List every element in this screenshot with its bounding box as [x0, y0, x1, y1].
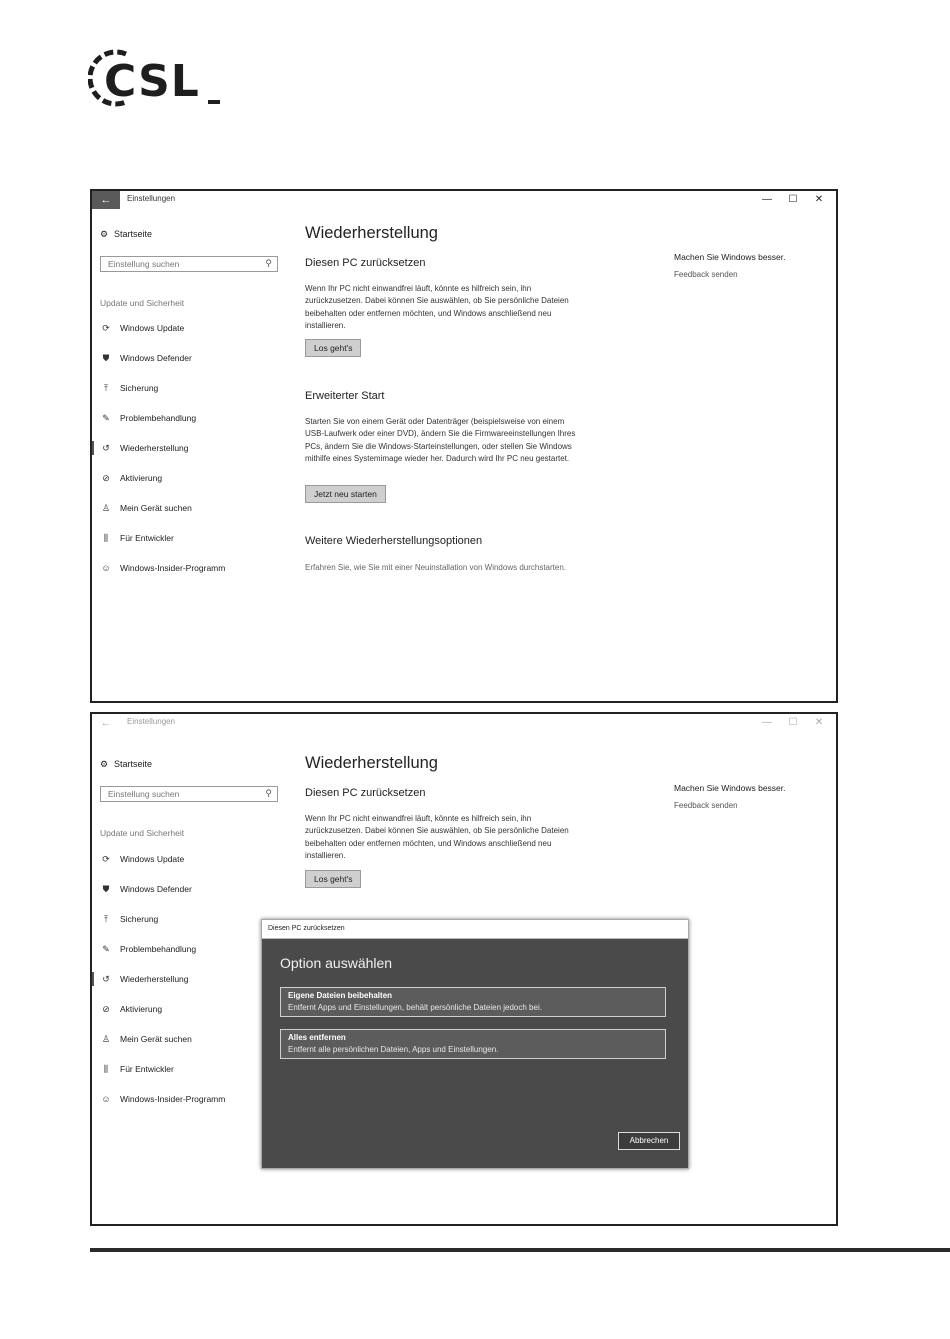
developer-icon: ⫼ [103, 533, 109, 543]
sidebar-item-windows-update[interactable]: ⟳ Windows Update [92, 323, 282, 353]
sidebar-item-mein-geraet-suchen[interactable]: ♙ Mein Gerät suchen [101, 503, 192, 513]
page-title: Wiederherstellung [305, 754, 438, 772]
sidebar-item-windows-insider[interactable]: ☺ Windows-Insider-Programm [101, 1094, 226, 1104]
sidebar-item-windows-defender[interactable]: ⛊ Windows Defender [92, 884, 282, 914]
title-bar [92, 191, 836, 209]
sidebar-item-wiederherstellung[interactable]: ↺ Wiederherstellung [92, 974, 282, 1004]
sidebar-item-problembehandlung[interactable]: ✎ Problembehandlung [92, 944, 282, 974]
close-icon[interactable]: ✕ [814, 717, 824, 728]
option-title: Eigene Dateien beibehalten [288, 991, 393, 1000]
footer-rule [90, 1248, 950, 1252]
search-placeholder: Einstellung suchen [108, 789, 180, 799]
sidebar-item-aktivierung[interactable]: ⊘ Aktivierung [92, 1004, 282, 1034]
sync-icon: ⟳ [102, 854, 110, 864]
sidebar-item-sicherung[interactable]: ⤒ Sicherung [92, 914, 282, 944]
wrench-icon: ✎ [102, 944, 110, 954]
page-title: Wiederherstellung [305, 224, 438, 242]
shield-icon: ⛊ [102, 884, 110, 894]
advanced-description: Starten Sie von einem Gerät oder Datenträger (beispielsweise von einem USB-Laufwerk oder einer DVD), ändern Sie die Firmwareeinstellungen Ihres PCs, ändern Sie die Windows-Starteinstellungen, oder stellen Sie Windows mithilfe eines Systemimage wieder her. Dadurch wird Ihr PC neu gestartet. [305, 417, 576, 464]
sidebar-nav [92, 854, 282, 1124]
sidebar-item-wiederherstellung[interactable]: ↺ Wiederherstellung [92, 443, 282, 473]
option-title: Alles entfernen [288, 1033, 346, 1042]
sidebar-home[interactable] [100, 229, 152, 240]
minimize-icon[interactable]: — [762, 717, 772, 728]
logo-text: CSL [104, 56, 200, 107]
reset-description: Wenn Ihr PC nicht einwandfrei läuft, könnte es hilfreich sein, ihn zurückzusetzen. Dabei können Sie auswählen, ob Sie persönliche Dateien beibehalten oder entfernen möchten, und Windows anschließend neu installieren. [305, 284, 569, 331]
feedback-hint: Machen Sie Windows besser. [674, 252, 786, 262]
title-bar [92, 714, 836, 732]
cancel-button[interactable]: Abbrechen [618, 1132, 680, 1150]
option-remove-everything[interactable] [280, 1029, 666, 1059]
sidebar-item-fuer-entwickler[interactable]: ⫼ Für Entwickler [92, 533, 282, 563]
back-arrow-icon[interactable]: ← [92, 191, 120, 209]
start-reset-button[interactable]: Los geht's [305, 870, 361, 888]
sidebar-home[interactable] [100, 759, 152, 770]
close-icon[interactable]: ✕ [814, 194, 824, 205]
section-heading-reset: Diesen PC zurücksetzen [305, 787, 426, 799]
check-circle-icon: ⊘ [102, 1004, 110, 1014]
check-circle-icon: ⊘ [102, 473, 110, 483]
wrench-icon: ✎ [102, 413, 110, 423]
developer-icon: ⫼ [103, 1064, 109, 1074]
option-description: Entfernt alle persönlichen Dateien, Apps und Einstellungen. [288, 1045, 499, 1054]
backup-icon: ⤒ [104, 914, 108, 924]
sidebar-item-windows-defender[interactable]: ⛊ Windows Defender [92, 353, 282, 383]
backup-icon: ⤒ [104, 383, 108, 393]
sidebar-home-label: Startseite [114, 229, 153, 239]
sidebar-group-heading: Update und Sicherheit [100, 828, 185, 838]
search-input[interactable] [100, 786, 278, 802]
find-device-icon: ♙ [101, 503, 111, 513]
section-heading-advanced: Erweiterter Start [305, 390, 385, 402]
insider-icon: ☺ [101, 563, 111, 573]
search-icon: ⚲ [265, 258, 272, 268]
window-title: Einstellungen [127, 717, 176, 726]
section-heading-more: Weitere Wiederherstellungsoptionen [305, 535, 483, 547]
reset-description: Wenn Ihr PC nicht einwandfrei läuft, könnte es hilfreich sein, ihn zurückzusetzen. Dabei können Sie auswählen, ob Sie persönliche Dateien beibehalten oder entfernen möchten, und Windows anschließend neu installieren. [305, 814, 569, 861]
gear-icon: ⚙ [100, 229, 109, 239]
sidebar-home-label: Startseite [114, 759, 153, 769]
back-arrow-icon[interactable]: ← [100, 717, 112, 729]
maximize-icon[interactable]: ☐ [788, 194, 798, 205]
window-title: Einstellungen [127, 194, 176, 203]
minimize-icon[interactable]: — [762, 194, 772, 205]
start-reset-button[interactable]: Los geht's [305, 339, 361, 357]
restart-now-button[interactable]: Jetzt neu starten [305, 485, 386, 503]
sync-icon: ⟳ [102, 323, 110, 333]
dialog-heading: Option auswählen [280, 955, 393, 971]
sidebar-item-windows-insider[interactable]: ☺ Windows-Insider-Programm [101, 563, 226, 573]
feedback-link[interactable]: Feedback senden [674, 801, 738, 810]
shield-icon: ⛊ [102, 353, 110, 363]
reset-dialog [261, 919, 689, 1169]
sidebar-nav [92, 323, 282, 593]
gear-icon: ⚙ [100, 759, 109, 769]
settings-window-recovery [90, 189, 838, 703]
find-device-icon: ♙ [101, 1034, 111, 1044]
search-input[interactable] [100, 256, 278, 272]
sidebar-item-aktivierung[interactable]: ⊘ Aktivierung [92, 473, 282, 503]
maximize-icon[interactable]: ☐ [788, 717, 798, 728]
option-keep-files[interactable] [280, 987, 666, 1017]
sidebar-item-sicherung[interactable]: ⤒ Sicherung [92, 383, 282, 413]
sidebar-item-problembehandlung[interactable]: ✎ Problembehandlung [92, 413, 282, 443]
feedback-hint: Machen Sie Windows besser. [674, 783, 786, 793]
sidebar-group-heading: Update und Sicherheit [100, 298, 185, 308]
dialog-title: Diesen PC zurücksetzen [262, 920, 688, 939]
more-options-link[interactable]: Erfahren Sie, wie Sie mit einer Neuinstallation von Windows durchstarten. [305, 563, 567, 572]
insider-icon: ☺ [101, 1094, 111, 1104]
history-icon: ↺ [102, 974, 110, 984]
section-heading-reset: Diesen PC zurücksetzen [305, 257, 426, 269]
sidebar-item-fuer-entwickler[interactable]: ⫼ Für Entwickler [92, 1064, 282, 1094]
feedback-link[interactable]: Feedback senden [674, 270, 738, 279]
option-description: Entfernt Apps und Einstellungen, behält persönliche Dateien jedoch bei. [288, 1003, 542, 1012]
sidebar-item-windows-update[interactable]: ⟳ Windows Update [92, 854, 282, 884]
settings-window-reset-dialog [90, 712, 838, 1226]
sidebar-item-mein-geraet-suchen[interactable]: ♙ Mein Gerät suchen [101, 1034, 192, 1044]
search-placeholder: Einstellung suchen [108, 259, 180, 269]
search-icon: ⚲ [265, 788, 272, 798]
history-icon: ↺ [102, 443, 110, 453]
